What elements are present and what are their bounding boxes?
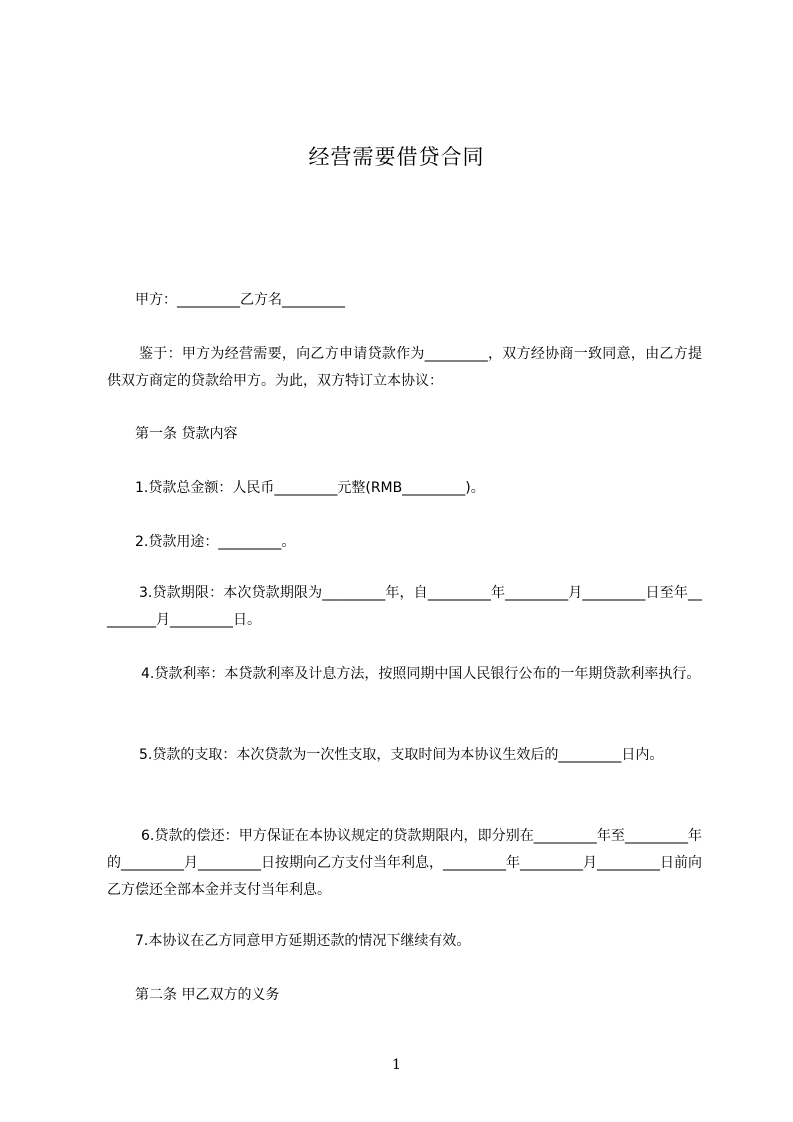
clause-6-repayment: 6.贷款的偿还：甲方保证在本协议规定的贷款期限内，即分别在_________年至_________年的_________月_________日按期向乙方支付当年利息，_________年_________月_________日前向乙方偿还全部本金并支付当年利息。 xyxy=(107,828,702,898)
document-title: 经营需要借贷合同 xyxy=(308,145,485,169)
preamble-paragraph: 鉴于：甲方为经营需要，向乙方申请贷款作为_________，双方经协商一致同意，由乙方提供双方商定的贷款给甲方。为此，双方特订立本协议： xyxy=(107,346,702,389)
clause-5-disbursement: 5.贷款的支取：本次贷款为一次性支取，支取时间为本协议生效后的_________日内。 xyxy=(139,747,664,763)
clause-1-loan-amount: 1.贷款总金额：人民币_________元整(RMB_________)。 xyxy=(135,480,485,496)
article-2-heading: 第二条 甲乙双方的义务 xyxy=(135,987,280,1003)
parties-line: 甲方：_________乙方名_________ xyxy=(135,292,345,308)
article-1-heading: 第一条 贷款内容 xyxy=(135,426,238,442)
clause-4-interest-rate: 4.贷款利率：本贷款利率及计息方法，按照同期中国人民银行公布的一年期贷款利率执行。 xyxy=(141,666,701,682)
clause-2-loan-purpose: 2.贷款用途：_________。 xyxy=(135,534,296,550)
clause-7-extension: 7.本协议在乙方同意甲方延期还款的情况下继续有效。 xyxy=(135,933,471,949)
clause-3-loan-term: 3.贷款期限：本次贷款期限为_________年，自_________年_________月_________日至年_________月_________日。 xyxy=(107,585,702,628)
page-number: 1 xyxy=(392,1057,401,1073)
